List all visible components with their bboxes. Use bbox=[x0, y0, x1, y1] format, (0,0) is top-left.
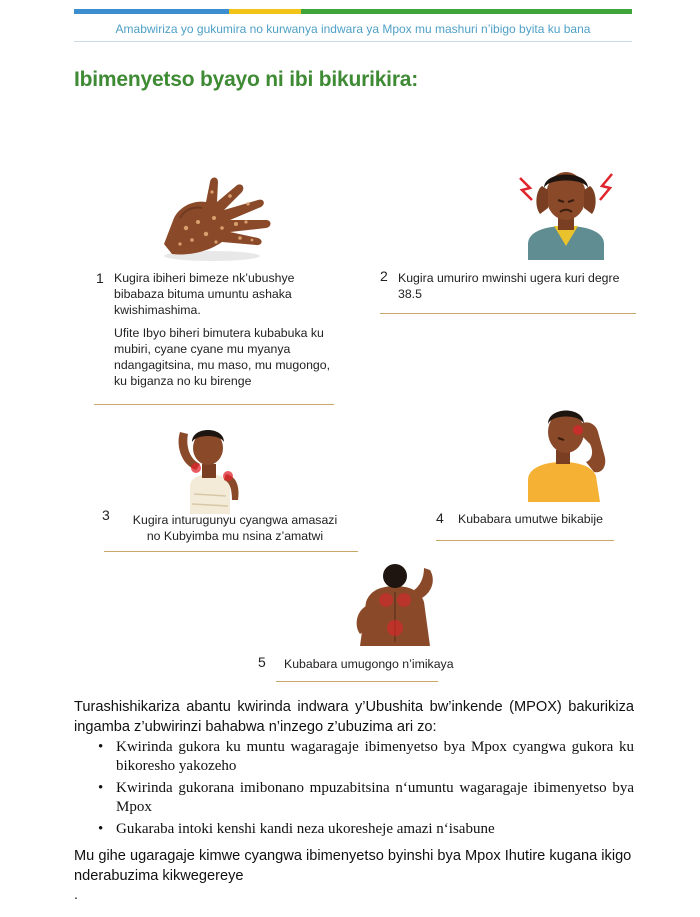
symptom-1-detail-line: ndangagitsina, mu maso, mu mugongo, bbox=[114, 358, 331, 372]
symptom-4-line: Kubabara umutwe bikabije bbox=[458, 512, 603, 526]
symptom-1-detail-line: mubiri, cyane cyane mu myanya bbox=[114, 342, 291, 356]
symptom-number-3: 3 bbox=[102, 507, 110, 523]
symptom-2-line: 38.5 bbox=[398, 287, 422, 301]
symptom-1-line: kwishimashima. bbox=[114, 303, 201, 317]
top-bar-blue bbox=[74, 9, 229, 14]
closing-paragraph: Mu gihe ugaragaje kimwe cyangwa ibimenyetso byinshi bya Mpox Ihutire kugana ikigo nderabuzima kikwegereye bbox=[74, 848, 632, 884]
symptom-4-text bbox=[458, 511, 638, 527]
headache-illustration bbox=[518, 402, 622, 502]
symptom-3-text bbox=[110, 512, 360, 544]
bullet-icon: • bbox=[98, 780, 104, 796]
symptom-5-text bbox=[284, 656, 484, 672]
symptom-2-line: Kugira umuriro mwinshi ugera kuri degre bbox=[398, 271, 620, 285]
list-item bbox=[98, 738, 634, 776]
symptom-number-4: 4 bbox=[436, 510, 444, 526]
symptom-3-line: Kugira inturugunyu cyangwa amasazi bbox=[132, 513, 338, 527]
document-header: Amabwiriza yo gukumira no kurwanya indwara ya Mpox mu mashuri n’ibigo byita ku bana bbox=[115, 22, 591, 36]
bullet-text: Kwirinda gukorana imibonano mpuzabitsina n‘umuntu wagaragaje ibimenyetso bya Mpox bbox=[116, 780, 634, 815]
section-heading: Ibimenyetso byayo ni ibi bikurikira: bbox=[74, 68, 419, 91]
symptom-3-line: no Kubyimba mu nsina z’amatwi bbox=[146, 529, 324, 543]
footer-mark: . bbox=[74, 886, 78, 902]
top-bar-green bbox=[301, 9, 632, 14]
symptom-1-line: bibabaza bituma umuntu ashaka bbox=[114, 287, 292, 301]
swollen-lymph-nodes-illustration bbox=[170, 424, 246, 514]
symptom-2-divider bbox=[380, 313, 636, 314]
symptom-5-divider bbox=[276, 681, 438, 682]
bullet-text: Gukaraba intoki kenshi kandi neza ukoresheje amazi n‘isabune bbox=[116, 821, 495, 837]
symptom-4-divider bbox=[436, 540, 614, 541]
hand-rash-illustration bbox=[150, 172, 280, 264]
list-item bbox=[98, 820, 634, 839]
symptom-number-1: 1 bbox=[96, 270, 104, 286]
symptom-1-detail-line: ku biganza no ku birenge bbox=[114, 374, 252, 388]
bullet-text: Kwirinda gukora ku muntu wagaragaje ibimenyetso bya Mpox cyangwa gukora ku bikoresho yakozeho bbox=[116, 739, 634, 774]
top-bar-yellow bbox=[229, 9, 301, 14]
headache-fever-illustration bbox=[514, 160, 618, 260]
prevention-list bbox=[98, 738, 634, 842]
back-pain-illustration bbox=[352, 562, 438, 646]
symptom-5-line: Kubabara umugongo n’imikaya bbox=[284, 657, 454, 671]
prevention-intro: Turashishikariza abantu kwirinda indwara y’Ubushita bw’inkende (MPOX) bakurikiza ingamba z’ubwirinzi bahabwa n’inzego z’ubuzima ari zo: bbox=[74, 699, 634, 735]
symptom-number-5: 5 bbox=[258, 654, 266, 670]
symptom-3-divider bbox=[104, 551, 358, 552]
symptom-1-line: Kugira ibiheri bimeze nk’ubushye bbox=[114, 271, 295, 285]
header-divider bbox=[74, 41, 632, 42]
list-item bbox=[98, 779, 634, 817]
symptom-2-text bbox=[398, 270, 646, 302]
top-color-bar bbox=[74, 9, 632, 14]
symptom-1-divider bbox=[94, 404, 334, 405]
bullet-icon: • bbox=[98, 739, 104, 755]
bullet-icon: • bbox=[98, 821, 104, 837]
symptom-1-detail-line: Ufite Ibyo biheri bimutera kubabuka ku bbox=[114, 326, 324, 340]
symptom-1-text bbox=[114, 270, 354, 389]
symptom-number-2: 2 bbox=[380, 268, 388, 284]
